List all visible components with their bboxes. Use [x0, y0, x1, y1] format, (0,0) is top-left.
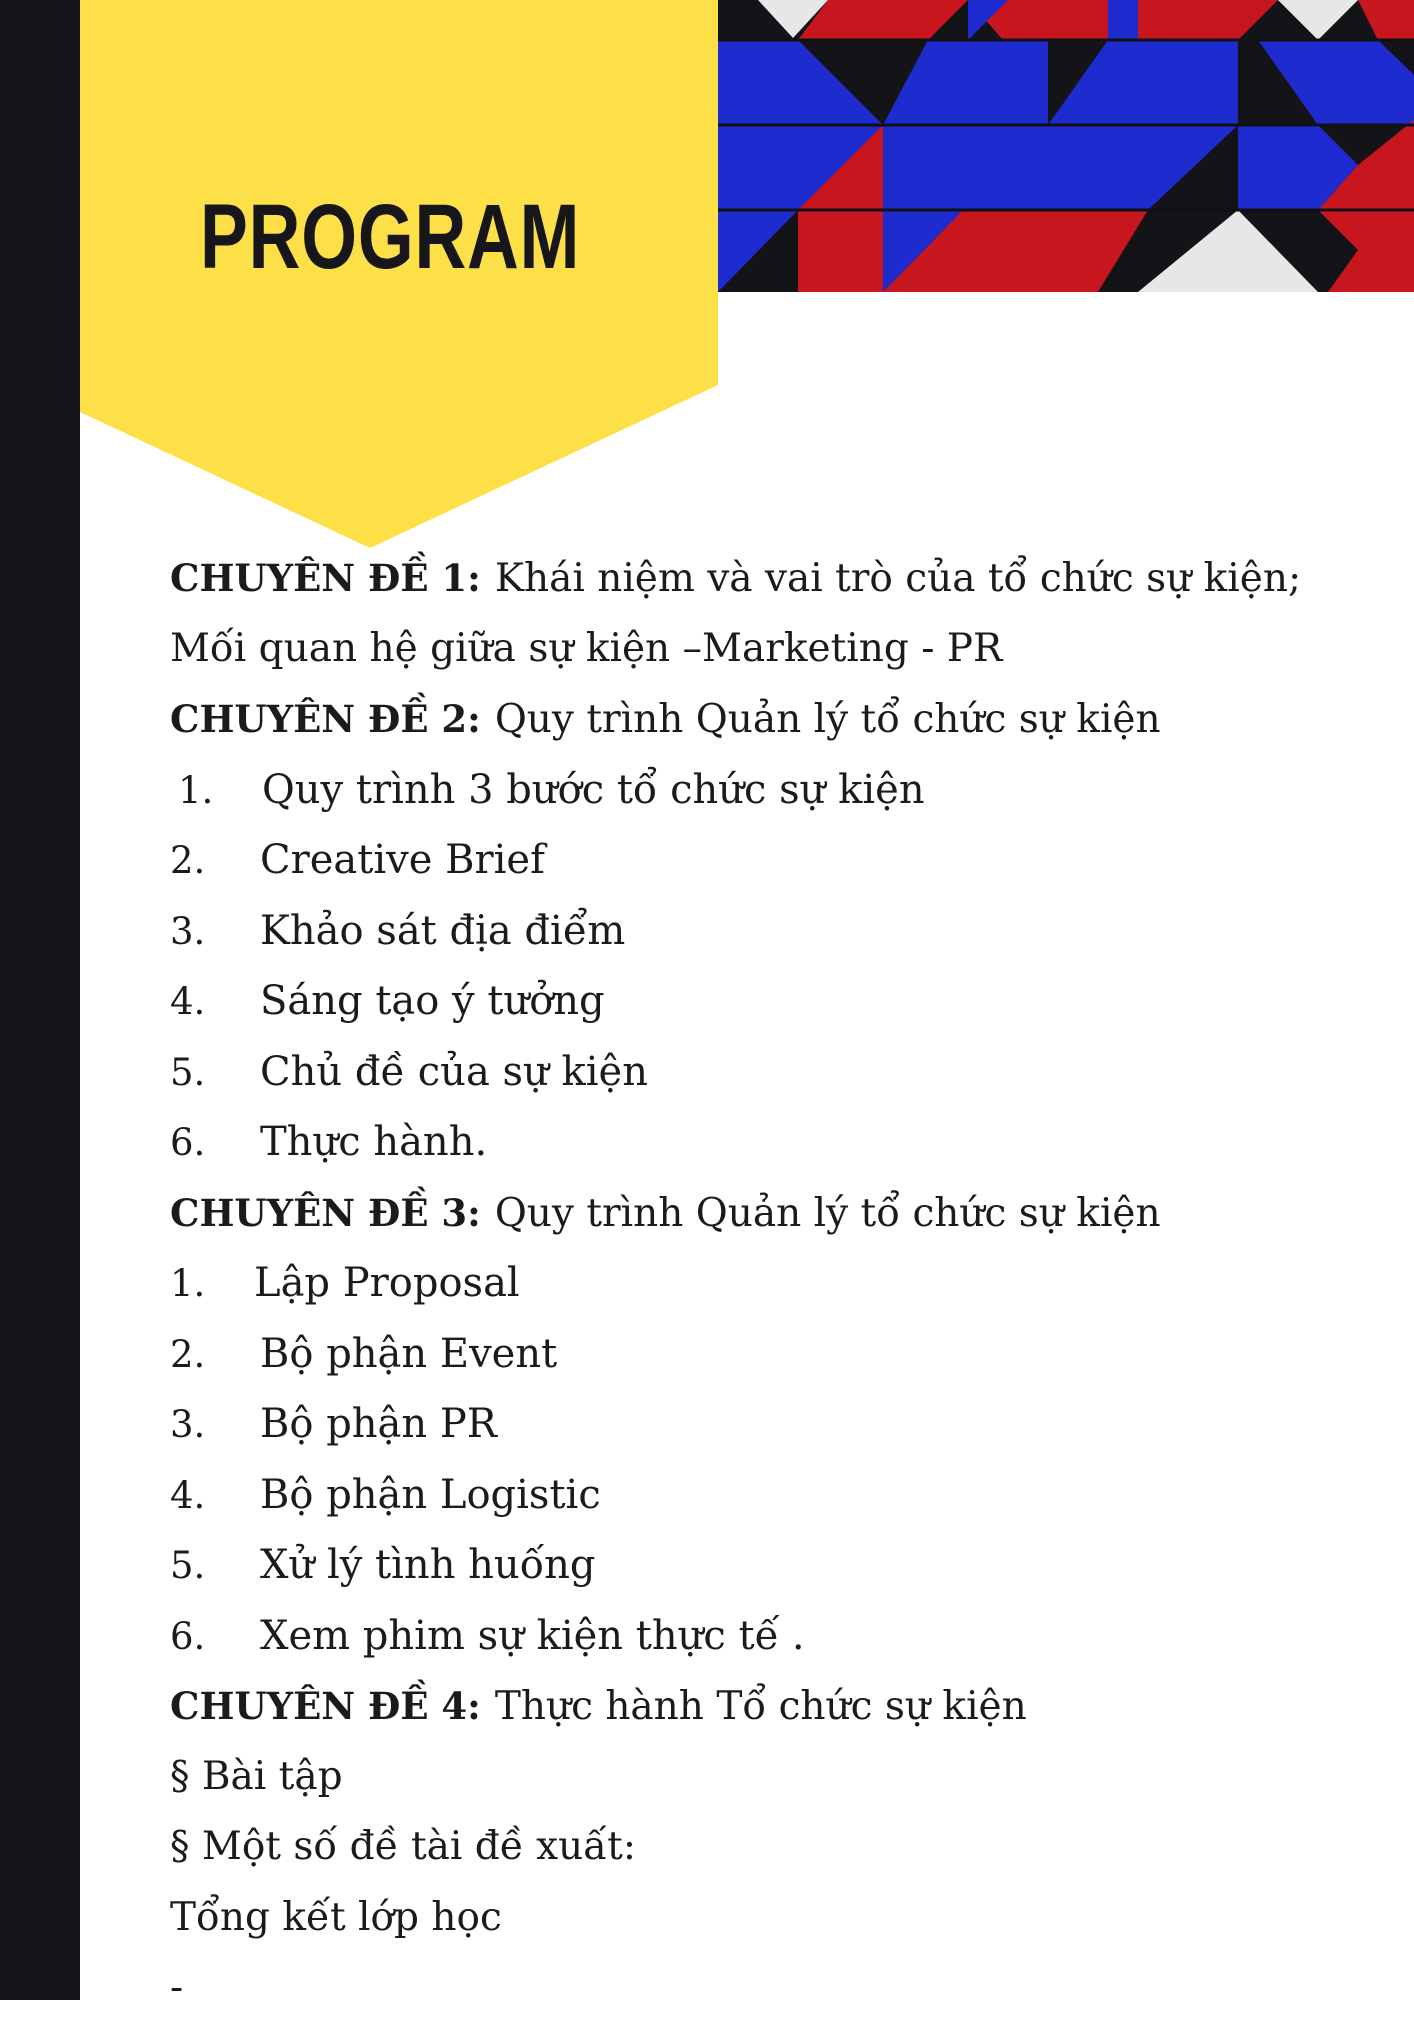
list-item — [170, 825, 1350, 896]
module-label: CHUYÊN ĐỀ 3: — [170, 1190, 481, 1235]
item-text: Xử lý tình huống — [260, 1542, 596, 1588]
item-number: 3. — [170, 909, 206, 953]
page-title: PROGRAM — [200, 186, 581, 288]
item-number: 5. — [170, 1544, 206, 1587]
bullet-item: § Bài tập — [170, 1753, 343, 1799]
module-title: Thực hành Tổ chức sự kiện — [494, 1684, 1027, 1729]
module-4-heading — [170, 1671, 1350, 1742]
item-number: 4. — [170, 980, 206, 1023]
item-number: 3. — [170, 1403, 206, 1446]
list-item — [170, 966, 1350, 1037]
item-number: 6. — [170, 1121, 206, 1164]
item-number: 5. — [170, 1050, 206, 1094]
bullet-item: § Một số đề tài đề xuất: — [170, 1824, 636, 1869]
item-number: 2. — [170, 839, 206, 882]
item-text: Bộ phận Event — [260, 1330, 558, 1377]
list-item — [170, 1389, 1350, 1460]
item-text: Sáng tạo ý tưởng — [260, 978, 605, 1024]
item-text: Lập Proposal — [254, 1260, 520, 1306]
closing-text: Tổng kết lớp học — [170, 1894, 502, 1940]
list-item — [170, 1037, 1350, 1108]
module-title: Quy trình Quản lý tổ chức sự kiện — [494, 1190, 1161, 1236]
module-1-heading — [170, 543, 1350, 614]
module-title: Quy trình Quản lý tổ chức sự kiện — [494, 697, 1161, 742]
module-3-heading — [170, 1178, 1350, 1249]
geometric-pattern — [718, 0, 1414, 292]
item-text: Bộ phận PR — [260, 1401, 497, 1447]
module-1-subtitle: Mối quan hệ giữa sự kiện –Marketing - PR — [170, 625, 1003, 671]
item-text: Thực hành. — [260, 1119, 488, 1165]
item-text: Creative Brief — [260, 837, 545, 883]
item-text: Khảo sát địa điểm — [260, 907, 626, 954]
module-label: CHUYÊN ĐỀ 4: — [170, 1684, 481, 1728]
item-text: Bộ phận Logistic — [260, 1471, 601, 1518]
list-item — [170, 1601, 1350, 1672]
item-number: 1. — [178, 768, 214, 812]
module-2-heading — [170, 684, 1350, 755]
trailing-mark: - — [170, 1965, 184, 2010]
module-label: CHUYÊN ĐỀ 1: — [170, 556, 481, 600]
program-content — [170, 543, 1350, 2024]
item-number: 2. — [170, 1332, 206, 1376]
list-item — [170, 1248, 1350, 1319]
module-title: Khái niệm và vai trò của tổ chức sự kiện; — [494, 556, 1302, 601]
list-item — [170, 896, 1350, 967]
item-number: 6. — [170, 1614, 206, 1658]
list-item — [170, 755, 1350, 826]
item-text: Xem phim sự kiện thực tế . — [260, 1612, 805, 1659]
item-text: Chủ đề của sự kiện — [260, 1048, 648, 1095]
module-label: CHUYÊN ĐỀ 2: — [170, 697, 481, 741]
list-item — [170, 1460, 1350, 1531]
list-item — [170, 1107, 1350, 1178]
left-sidebar-bar — [0, 0, 80, 2000]
item-text: Quy trình 3 bước tổ chức sự kiện — [262, 766, 925, 813]
item-number: 1. — [170, 1262, 206, 1305]
list-item — [170, 1530, 1350, 1601]
item-number: 4. — [170, 1473, 206, 1517]
list-item — [170, 1319, 1350, 1390]
